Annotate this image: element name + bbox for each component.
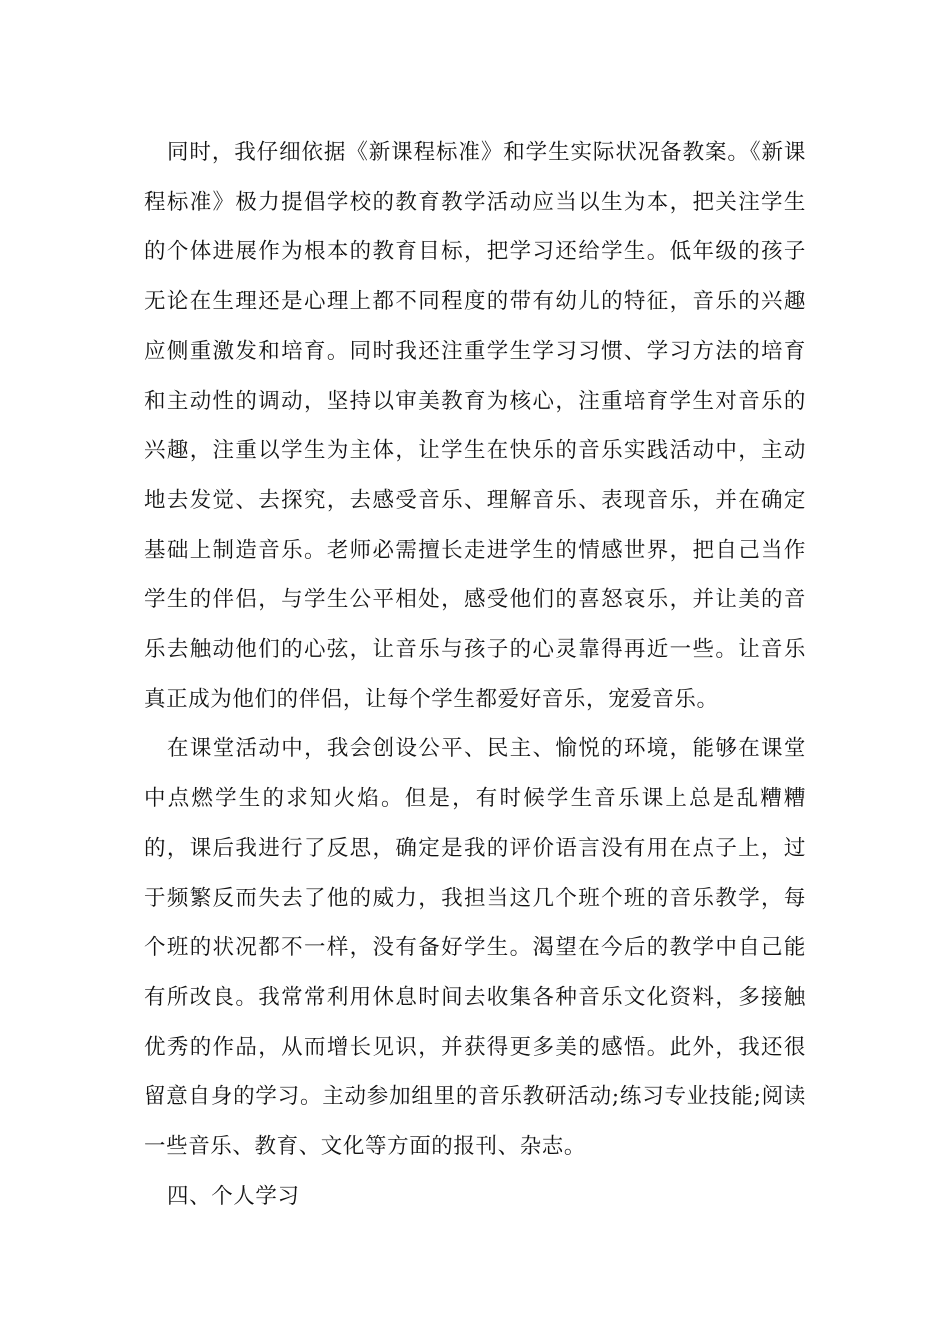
document-body [144, 128, 806, 1221]
paragraph-classroom-activities: 在课堂活动中，我会创设公平、民主、愉悦的环境，能够在课堂中点燃学生的求知火焰。但是，有时候学生音乐课上总是乱糟糟的，课后我进行了反思，确定是我的评价语言没有用在点子上，过于频繁反而失去了他的威力，我担当这几个班个班的音乐教学，每个班的状况都不一样，没有备好学生。渴望在今后的教学中自己能有所改良。我常常利用休息时间去收集各种音乐文化资料，多接触优秀的作品，从而增长见识，并获得更多美的感悟。此外，我还很留意自身的学习。主动参加组里的音乐教研活动;练习专业技能;阅读一些音乐、教育、文化等方面的报刊、杂志。 [144, 736, 806, 1160]
section-heading-personal-study: 四、个人学习 [167, 1183, 300, 1209]
paragraph-lesson-preparation: 同时，我仔细依据《新课程标准》和学生实际状况备教案。《新课程标准》极力提倡学校的教育教学活动应当以生为本，把关注学生的个体进展作为根本的教育目标，把学习还给学生。低年级的孩子无论在生理还是心理上都不同程度的带有幼儿的特征，音乐的兴趣应侧重激发和培育。同时我还注重学生学习习惯、学习方法的培育和主动性的调动，坚持以审美教育为核心，注重培育学生对音乐的兴趣，注重以学生为主体，让学生在快乐的音乐实践活动中，主动地去发觉、去探究，去感受音乐、理解音乐、表现音乐，并在确定基础上制造音乐。老师必需擅长走进学生的情感世界，把自己当作学生的伴侣，与学生公平相处，感受他们的喜怒哀乐，并让美的音乐去触动他们的心弦，让音乐与孩子的心灵靠得再近一些。让音乐真正成为他们的伴侣，让每个学生都爱好音乐，宠爱音乐。 [144, 140, 806, 712]
